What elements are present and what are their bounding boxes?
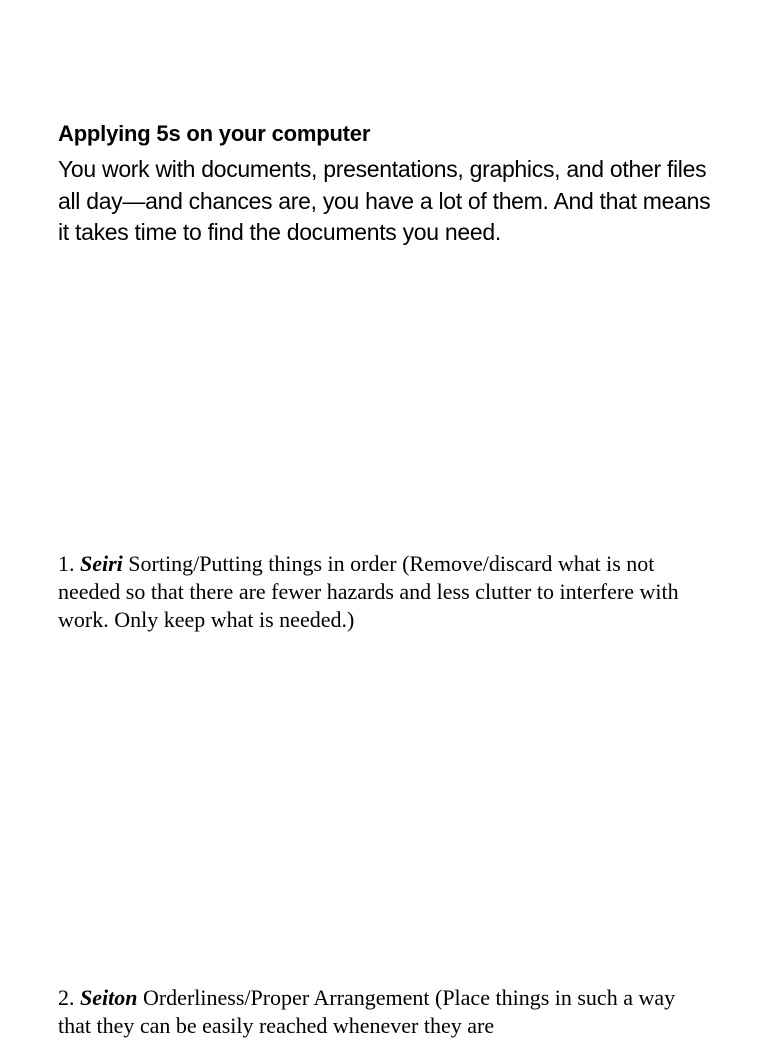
step-item-seiton [58, 984, 708, 1040]
step-description: Orderliness/Proper Arrangement (Place things in such a way that they can be easily reached whenever they are [58, 985, 676, 1038]
step-description: Sorting/Putting things in order (Remove/discard what is not needed so that there are fewer hazards and less clutter to interfere with work. Only keep what is needed.) [58, 551, 679, 632]
step-term: Seiton [80, 985, 138, 1010]
step-item-seiri [58, 550, 708, 634]
document-heading: Applying 5s on your computer [58, 121, 371, 146]
step-number: 1. [58, 551, 75, 576]
step-term: Seiri [80, 551, 123, 576]
step-number: 2. [58, 985, 75, 1010]
intro-paragraph: You work with documents, presentations, graphics, and other files all day—and chances are, you have a lot of them. And that means it takes time to find the documents you need. [58, 156, 711, 245]
